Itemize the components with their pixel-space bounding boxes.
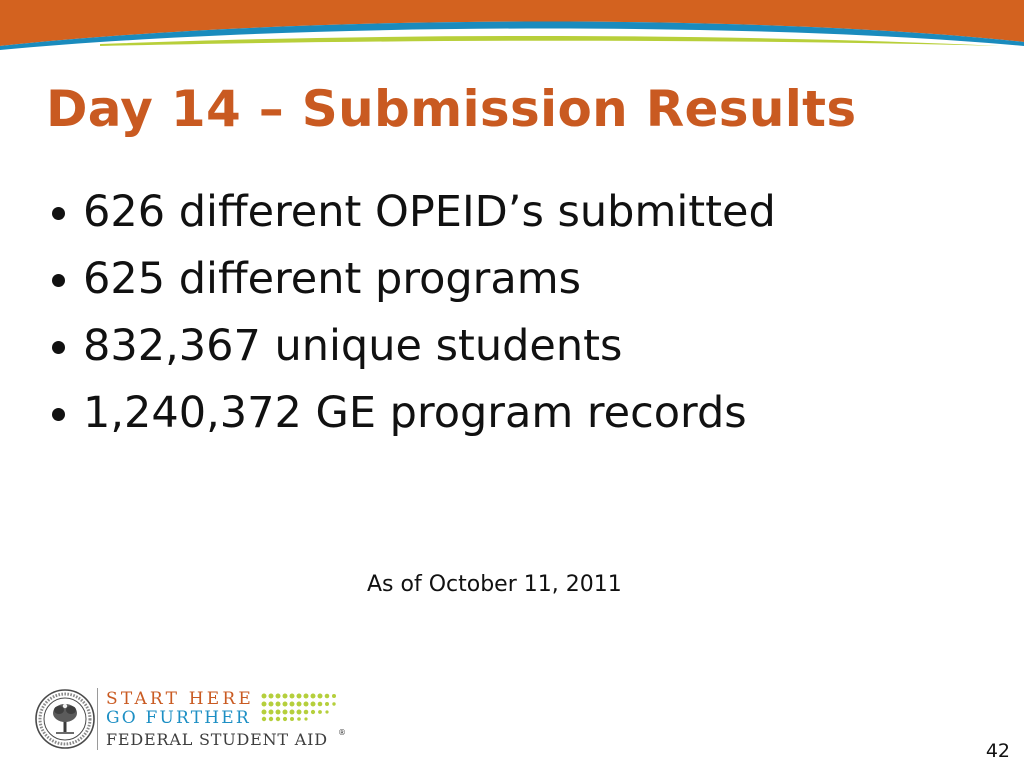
bullet-dot-icon: [52, 408, 65, 421]
department-of-education-seal-icon: [34, 688, 96, 750]
bullet-dot-icon: [52, 274, 65, 287]
bullet-text: 1,240,372 GE program records: [83, 387, 747, 438]
registered-trademark-icon: ®: [338, 728, 346, 737]
logo-go-further: GO FURTHER: [106, 708, 251, 728]
bullet-list: [48, 178, 776, 446]
logo-divider: [97, 688, 98, 750]
logo-dots-pattern-icon: [260, 692, 340, 722]
bullet-text: 626 different OPEID’s submitted: [83, 186, 776, 237]
logo-federal-student-aid: FEDERAL STUDENT AID: [106, 730, 328, 749]
bullet-item-students: [48, 312, 776, 379]
header-swoosh-band: [0, 0, 1024, 60]
bullet-dot-icon: [52, 207, 65, 220]
bullet-item-programs: [48, 245, 776, 312]
bullet-text: 832,367 unique students: [83, 320, 623, 371]
header-band-green: [100, 36, 1000, 46]
bullet-item-records: [48, 379, 776, 446]
federal-student-aid-logo: [34, 686, 364, 754]
as-of-date-note: As of October 11, 2011: [367, 572, 622, 597]
bullet-item-opeids: [48, 178, 776, 245]
page-number: 42: [985, 740, 1010, 762]
slide-title: Day 14 – Submission Results: [46, 80, 857, 138]
bullet-text: 625 different programs: [83, 253, 581, 304]
bullet-dot-icon: [52, 341, 65, 354]
logo-start-here: START HERE: [106, 689, 255, 709]
